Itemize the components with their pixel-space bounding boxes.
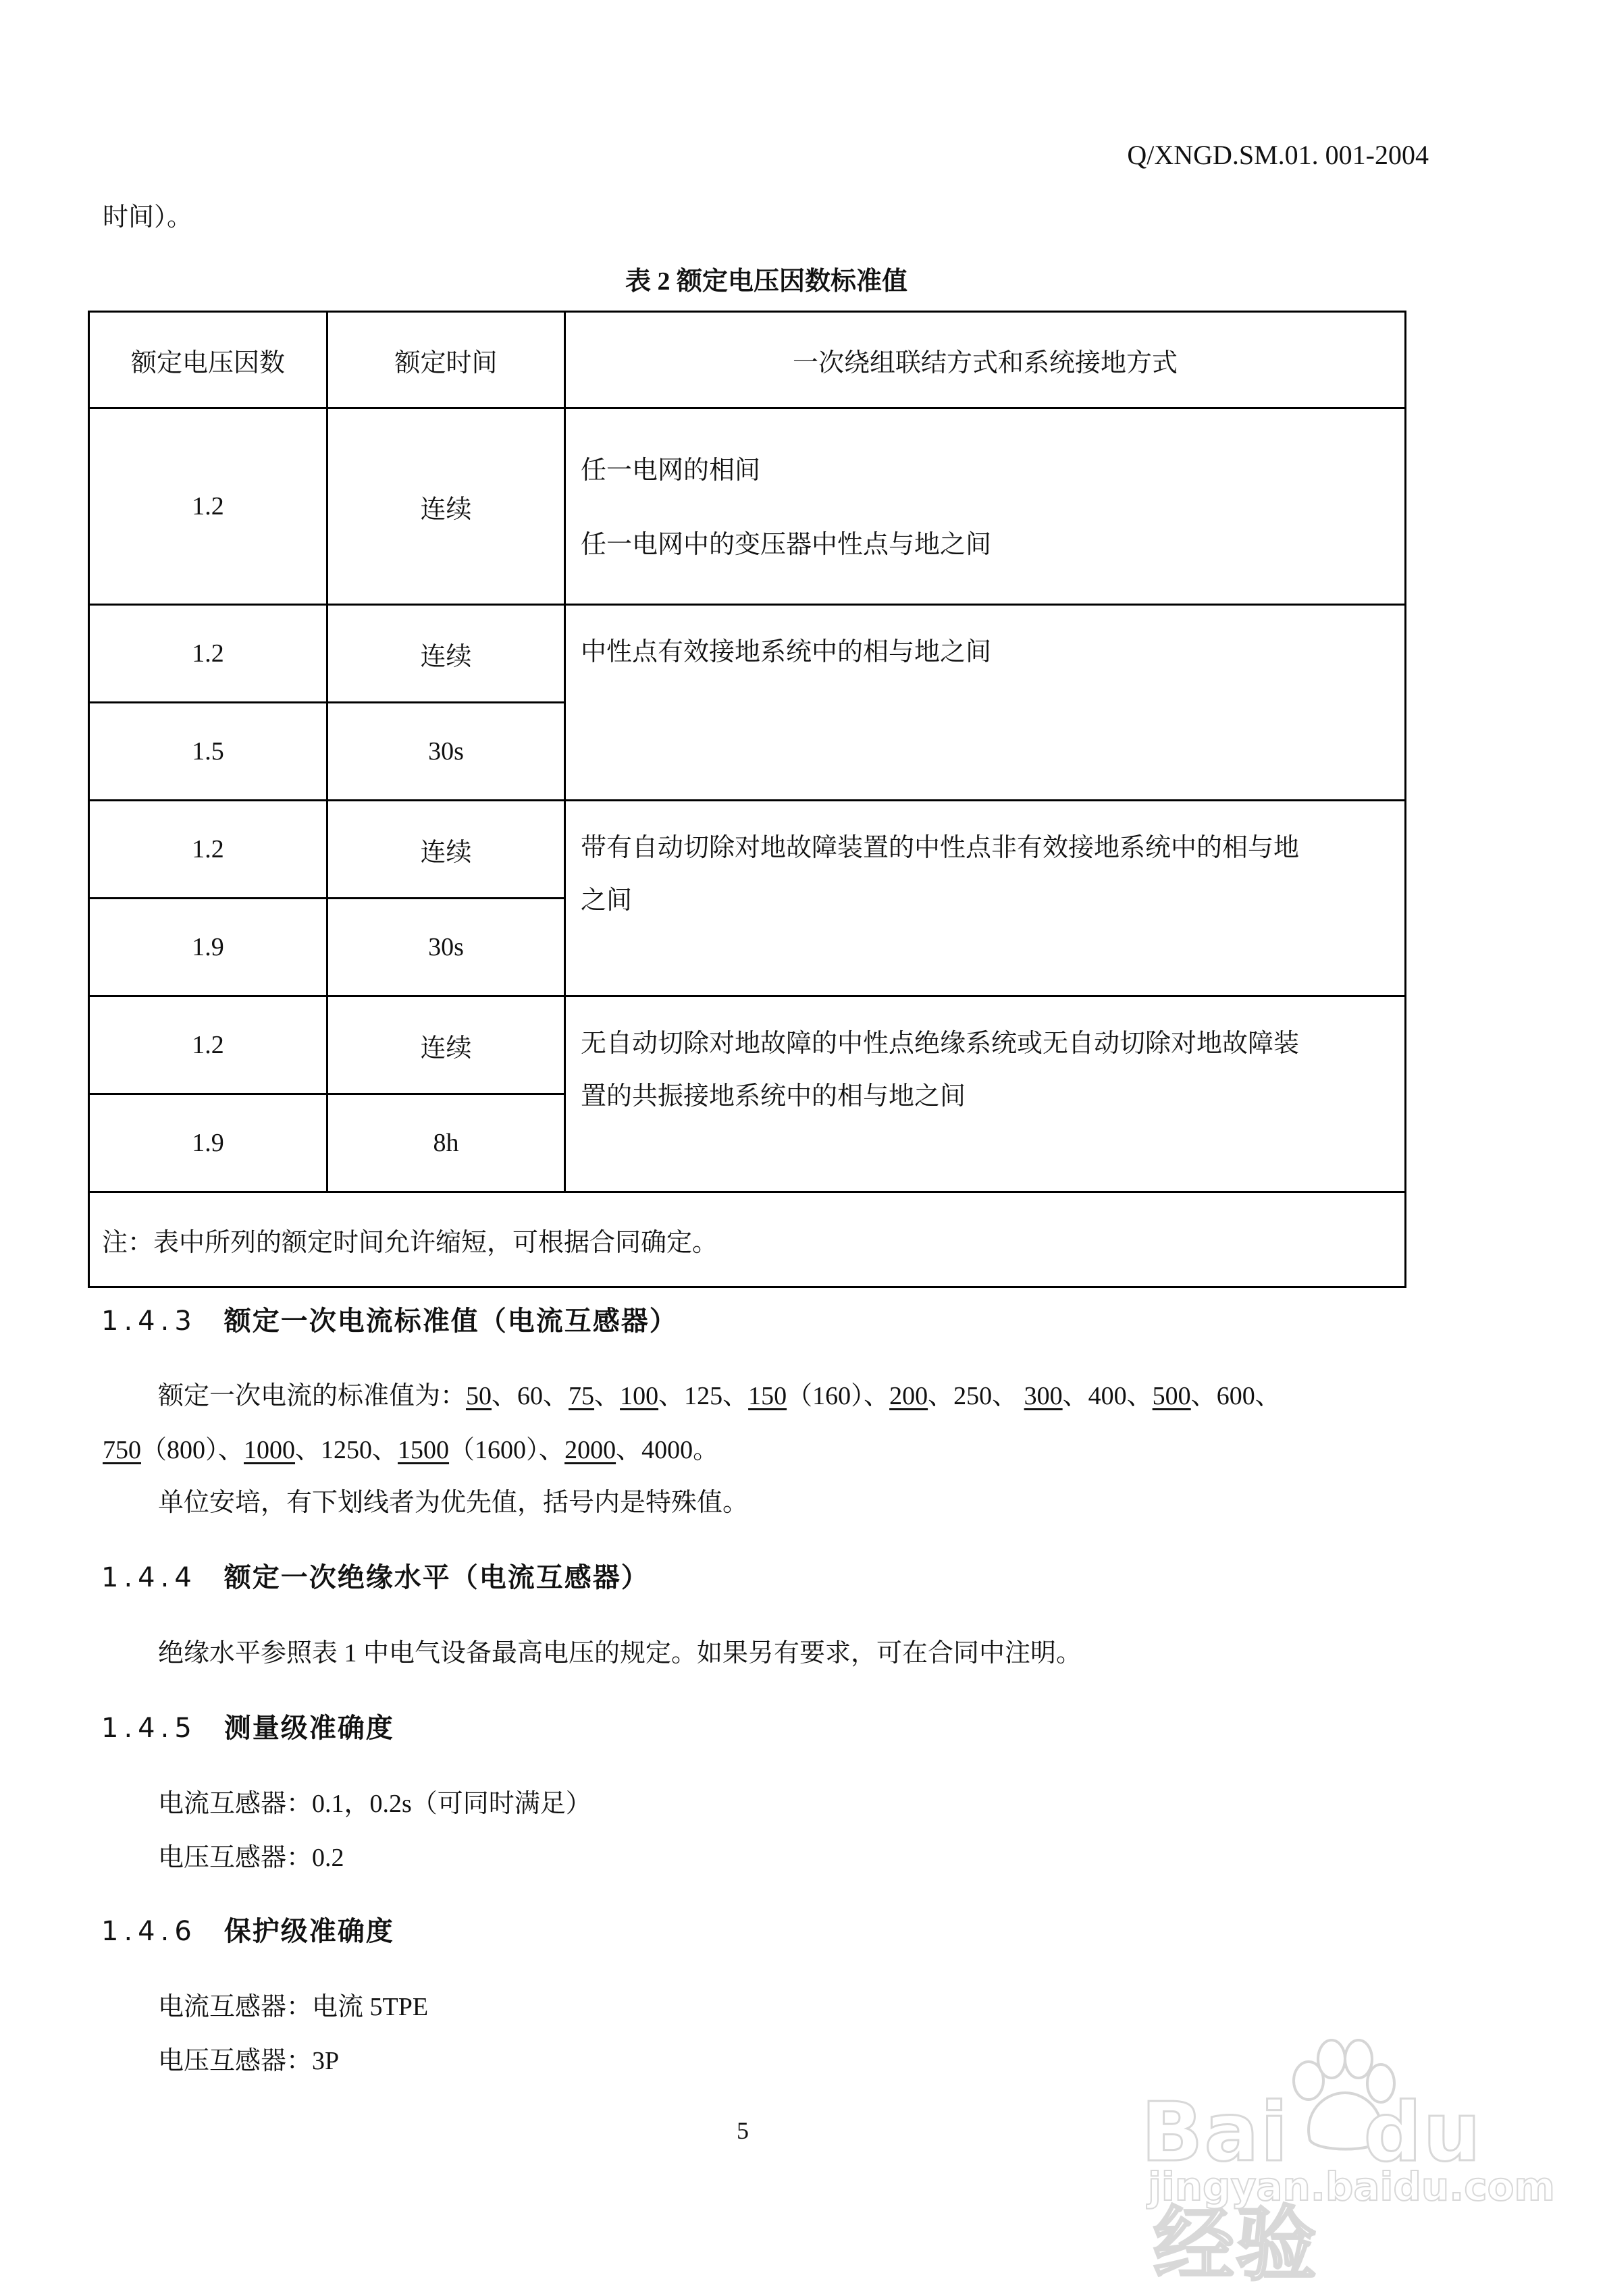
value-text: 、 (492, 1382, 518, 1410)
time-cell: 30s (327, 899, 565, 996)
watermark-jingyan: 经验 (1153, 2198, 1318, 2292)
preferred-value: 1000 (244, 1436, 296, 1464)
value-text: 、 (1190, 1382, 1217, 1410)
connection-line: 任一电网的相间 (581, 456, 761, 485)
value-text: 400 (1088, 1382, 1127, 1410)
preferred-value: 75 (569, 1382, 595, 1410)
current-values-remark: 单位安培，有下划线者为优先值，括号内是特殊值。 (158, 1489, 749, 1517)
page-number: 5 (737, 2117, 749, 2144)
preferred-value: 50 (466, 1382, 492, 1410)
value-text: 600 (1216, 1382, 1255, 1410)
table-row (89, 408, 1406, 605)
value-text: 125 (684, 1382, 723, 1410)
section-number: 1.4.5 (101, 1713, 197, 1744)
section-title: 额定一次电流标准值（电流互感器） (223, 1306, 678, 1337)
watermark-du: du (1363, 2086, 1482, 2180)
insulation-text: 绝缘水平参照表 1 中电气设备最高电压的规定。如果另有要求，可在合同中注明。 (158, 1639, 1082, 1667)
value-text: 、 (1255, 1382, 1281, 1410)
value-text: 、 (372, 1436, 398, 1464)
table-note: 注：表中所列的额定时间允许缩短，可根据合同确定。 (89, 1192, 1406, 1287)
value-text: （160）、 (787, 1382, 890, 1410)
value-text: 、 (616, 1436, 642, 1464)
value-text: 4000 (641, 1436, 693, 1464)
column-header-factor: 额定电压因数 (89, 312, 327, 408)
factor-cell: 1.2 (89, 801, 327, 899)
table-row (89, 801, 1406, 899)
preferred-value: 300 (1024, 1382, 1063, 1410)
current-values-list (103, 1436, 718, 1464)
section-number: 1.4.3 (101, 1306, 197, 1337)
measurement-vt: 电压互感器：0.2 (158, 1844, 344, 1872)
measurement-ct: 电流互感器：0.1，0.2s（可同时满足） (158, 1790, 591, 1818)
watermark-bai: Bai (1141, 2086, 1290, 2180)
connection-line: 中性点有效接地系统中的相与地之间 (581, 638, 992, 666)
preferred-value: 150 (748, 1382, 787, 1410)
preferred-value: 200 (889, 1382, 928, 1410)
value-text: 、 (722, 1382, 749, 1410)
watermark-url: jingyan.baidu.com (1148, 2164, 1555, 2210)
protection-ct: 电流互感器：电流 5TPE (158, 1993, 429, 2021)
time-cell: 连续 (327, 408, 565, 605)
preferred-value: 750 (103, 1436, 141, 1464)
baidu-jingyan-watermark (1141, 2039, 1555, 2292)
value-text: 、 (1062, 1382, 1088, 1410)
protection-vt: 电压互感器：3P (158, 2047, 340, 2075)
factor-cell: 1.2 (89, 605, 327, 703)
value-text: 1250 (321, 1436, 373, 1464)
value-text: 、 (1126, 1382, 1153, 1410)
table-note-row (89, 1192, 1406, 1287)
value-text: 、 (992, 1382, 1024, 1410)
value-text: （800）、 (141, 1436, 244, 1464)
value-text: 250 (953, 1382, 993, 1410)
connection-line: 带有自动切除对地故障装置的中性点非有效接地系统中的相与地 (581, 834, 1300, 862)
continuation-text: 时间）。 (103, 203, 193, 232)
connection-line: 任一电网中的变压器中性点与地之间 (581, 531, 992, 559)
factor-cell: 1.5 (89, 703, 327, 801)
preferred-value: 500 (1152, 1382, 1191, 1410)
value-text: 、 (928, 1382, 954, 1410)
connection-line: 无自动切除对地故障的中性点绝缘系统或无自动切除对地故障装 (581, 1030, 1300, 1058)
time-cell: 连续 (327, 996, 565, 1094)
factor-cell: 1.2 (89, 996, 327, 1094)
time-cell: 连续 (327, 605, 565, 703)
value-text: 、 (658, 1382, 685, 1410)
table-header-row (89, 312, 1406, 408)
time-cell: 8h (327, 1094, 565, 1192)
factor-cell: 1.9 (89, 899, 327, 996)
connection-line: 之间 (581, 886, 633, 915)
table-row (89, 605, 1406, 703)
preferred-value: 2000 (564, 1436, 616, 1464)
value-text: 、 (594, 1382, 621, 1410)
section-heading-1-4-6 (101, 1910, 394, 1948)
section-heading-1-4-4 (101, 1556, 650, 1595)
connection-cell (565, 996, 1406, 1192)
column-header-connection: 一次绕组联结方式和系统接地方式 (565, 312, 1406, 408)
current-values-list (466, 1382, 1281, 1410)
table-row (89, 996, 1406, 1094)
time-cell: 30s (327, 703, 565, 801)
section-title: 保护级准确度 (223, 1916, 394, 1947)
value-text: 60 (517, 1382, 544, 1410)
connection-cell (565, 801, 1406, 996)
section-heading-1-4-5 (101, 1707, 394, 1745)
connection-cell (565, 605, 1406, 801)
preferred-value: 1500 (398, 1436, 450, 1464)
current-values-line-1 (158, 1374, 1281, 1412)
section-title: 测量级准确度 (223, 1713, 394, 1744)
section-title: 额定一次绝缘水平（电流互感器） (223, 1562, 650, 1593)
connection-cell (565, 408, 1406, 605)
value-text: 、 (543, 1382, 569, 1410)
preferred-value: 100 (620, 1382, 659, 1410)
value-text: 、 (295, 1436, 321, 1464)
value-text: （1600）、 (449, 1436, 565, 1464)
document-code: Q/XNGD.SM.01. 001-2004 (1127, 140, 1429, 170)
factor-cell: 1.9 (89, 1094, 327, 1192)
current-values-intro: 额定一次电流的标准值为： (158, 1382, 467, 1410)
current-values-line-2 (103, 1429, 718, 1466)
section-number: 1.4.4 (101, 1562, 197, 1593)
section-heading-1-4-3 (101, 1300, 678, 1338)
factor-cell: 1.2 (89, 408, 327, 605)
rated-voltage-factor-table (88, 311, 1406, 1288)
table-caption: 表 2 额定电压因数标准值 (625, 267, 907, 296)
section-number: 1.4.6 (101, 1916, 197, 1947)
connection-line: 置的共振接地系统中的相与地之间 (581, 1082, 966, 1111)
column-header-time: 额定时间 (327, 312, 565, 408)
time-cell: 连续 (327, 801, 565, 899)
value-text: 。 (693, 1436, 719, 1464)
